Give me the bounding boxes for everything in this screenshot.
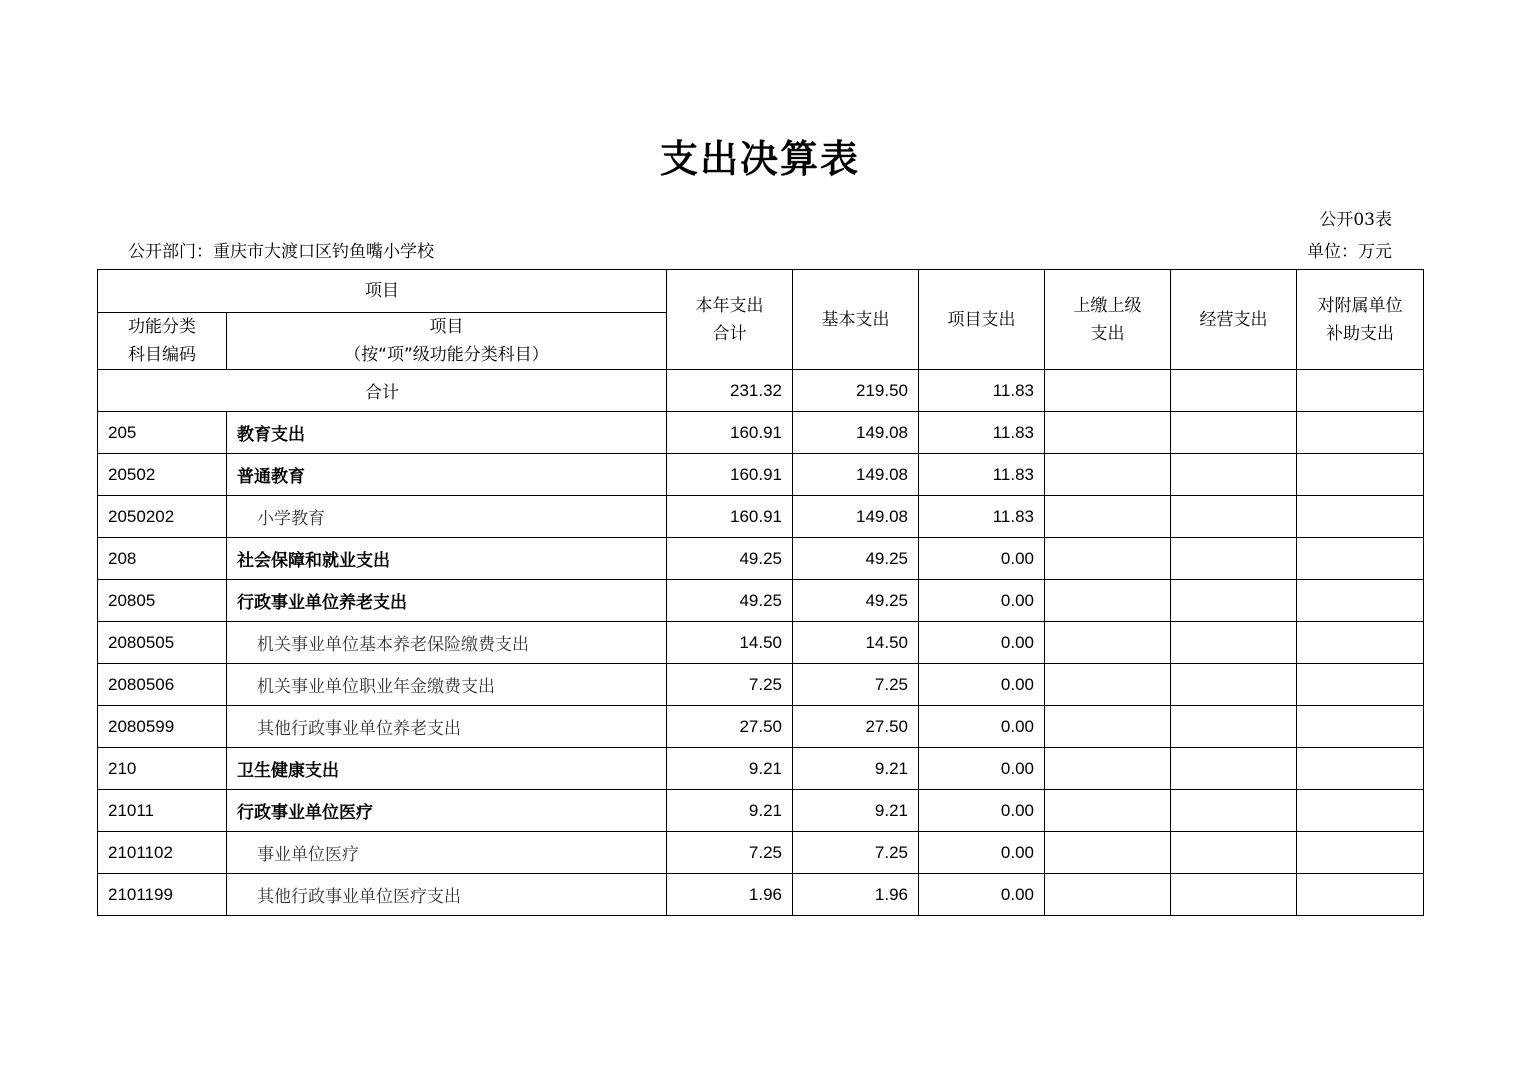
business-cell bbox=[1171, 454, 1297, 496]
project-cell: 0.00 bbox=[919, 790, 1045, 832]
code-cell: 2101102 bbox=[98, 832, 227, 874]
basic-cell: 149.08 bbox=[793, 412, 919, 454]
basic-cell: 14.50 bbox=[793, 622, 919, 664]
project-cell: 0.00 bbox=[919, 832, 1045, 874]
upper-cell bbox=[1045, 622, 1171, 664]
department-label: 公开部门：重庆市大渡口区钓鱼嘴小学校 bbox=[128, 242, 434, 262]
table-row bbox=[98, 580, 1424, 622]
table-row bbox=[98, 454, 1424, 496]
item-name-cell: 社会保障和就业支出 bbox=[227, 538, 667, 580]
item-name-cell: 行政事业单位养老支出 bbox=[227, 580, 667, 622]
business-cell bbox=[1171, 580, 1297, 622]
subsidy-cell bbox=[1297, 454, 1424, 496]
total-row bbox=[98, 370, 1424, 412]
basic-cell: 9.21 bbox=[793, 790, 919, 832]
basic-cell: 49.25 bbox=[793, 580, 919, 622]
total-cell-basic: 219.50 bbox=[793, 370, 919, 412]
item-name-cell: 教育支出 bbox=[227, 412, 667, 454]
item-name-cell: 其他行政事业单位养老支出 bbox=[227, 706, 667, 748]
header-upper-line2: 支出 bbox=[1090, 323, 1125, 344]
basic-cell: 149.08 bbox=[793, 454, 919, 496]
total-cell: 9.21 bbox=[667, 790, 793, 832]
unit-label: 单位：万元 bbox=[1307, 242, 1392, 262]
header-item-line2: （按“项”级功能分类科目） bbox=[344, 345, 549, 365]
table-row bbox=[98, 832, 1424, 874]
table-row bbox=[98, 412, 1424, 454]
header-project: 项目支出 bbox=[919, 270, 1045, 370]
total-label: 合计 bbox=[98, 370, 667, 412]
item-name-cell: 其他行政事业单位医疗支出 bbox=[227, 874, 667, 916]
header-basic: 基本支出 bbox=[793, 270, 919, 370]
total-cell-subsidy bbox=[1297, 370, 1424, 412]
basic-cell: 7.25 bbox=[793, 832, 919, 874]
business-cell bbox=[1171, 790, 1297, 832]
subsidy-cell bbox=[1297, 874, 1424, 916]
upper-cell bbox=[1045, 664, 1171, 706]
subsidy-cell bbox=[1297, 832, 1424, 874]
basic-cell: 1.96 bbox=[793, 874, 919, 916]
business-cell bbox=[1171, 832, 1297, 874]
header-code-line1: 功能分类 bbox=[128, 317, 196, 337]
total-cell: 27.50 bbox=[667, 706, 793, 748]
business-cell bbox=[1171, 874, 1297, 916]
expenditure-table bbox=[97, 269, 1424, 916]
business-cell bbox=[1171, 706, 1297, 748]
item-name-cell: 行政事业单位医疗 bbox=[227, 790, 667, 832]
total-cell: 1.96 bbox=[667, 874, 793, 916]
header-subsidy bbox=[1297, 270, 1424, 370]
upper-cell bbox=[1045, 496, 1171, 538]
project-cell: 0.00 bbox=[919, 580, 1045, 622]
item-name-cell: 机关事业单位职业年金缴费支出 bbox=[227, 664, 667, 706]
upper-cell bbox=[1045, 412, 1171, 454]
page-title: 支出决算表 bbox=[659, 137, 860, 181]
code-cell: 20502 bbox=[98, 454, 227, 496]
header-subsidy-line2: 补助支出 bbox=[1326, 323, 1394, 344]
total-cell: 49.25 bbox=[667, 580, 793, 622]
total-cell: 7.25 bbox=[667, 664, 793, 706]
business-cell bbox=[1171, 622, 1297, 664]
subsidy-cell bbox=[1297, 412, 1424, 454]
code-cell: 205 bbox=[98, 412, 227, 454]
project-cell: 11.83 bbox=[919, 412, 1045, 454]
total-cell-upper bbox=[1045, 370, 1171, 412]
table-row bbox=[98, 622, 1424, 664]
header-total bbox=[667, 270, 793, 370]
basic-cell: 149.08 bbox=[793, 496, 919, 538]
total-cell: 160.91 bbox=[667, 454, 793, 496]
project-cell: 0.00 bbox=[919, 706, 1045, 748]
subsidy-cell bbox=[1297, 748, 1424, 790]
total-cell: 160.91 bbox=[667, 412, 793, 454]
total-cell-business bbox=[1171, 370, 1297, 412]
project-cell: 0.00 bbox=[919, 874, 1045, 916]
header-item-group: 项目 bbox=[98, 270, 667, 313]
project-cell: 11.83 bbox=[919, 496, 1045, 538]
subsidy-cell bbox=[1297, 706, 1424, 748]
header-total-line1: 本年支出 bbox=[695, 295, 764, 316]
table-row bbox=[98, 748, 1424, 790]
project-cell: 0.00 bbox=[919, 538, 1045, 580]
code-cell: 2101199 bbox=[98, 874, 227, 916]
total-cell: 9.21 bbox=[667, 748, 793, 790]
subsidy-cell bbox=[1297, 580, 1424, 622]
upper-cell bbox=[1045, 748, 1171, 790]
code-cell: 2080506 bbox=[98, 664, 227, 706]
table-row bbox=[98, 790, 1424, 832]
code-cell: 210 bbox=[98, 748, 227, 790]
item-name-cell: 卫生健康支出 bbox=[227, 748, 667, 790]
item-name-cell: 机关事业单位基本养老保险缴费支出 bbox=[227, 622, 667, 664]
header-code bbox=[98, 313, 227, 370]
table-row bbox=[98, 496, 1424, 538]
code-cell: 2080505 bbox=[98, 622, 227, 664]
code-cell: 2050202 bbox=[98, 496, 227, 538]
total-cell: 7.25 bbox=[667, 832, 793, 874]
project-cell: 0.00 bbox=[919, 622, 1045, 664]
header-row-1 bbox=[98, 270, 1424, 313]
total-cell-project: 11.83 bbox=[919, 370, 1045, 412]
header-upper bbox=[1045, 270, 1171, 370]
total-cell-total: 231.32 bbox=[667, 370, 793, 412]
business-cell bbox=[1171, 412, 1297, 454]
upper-cell bbox=[1045, 790, 1171, 832]
business-cell bbox=[1171, 664, 1297, 706]
header-item bbox=[227, 313, 667, 370]
header-subsidy-line1: 对附属单位 bbox=[1317, 295, 1403, 316]
table-row bbox=[98, 706, 1424, 748]
upper-cell bbox=[1045, 454, 1171, 496]
upper-cell bbox=[1045, 538, 1171, 580]
business-cell bbox=[1171, 538, 1297, 580]
basic-cell: 9.21 bbox=[793, 748, 919, 790]
header-total-line2: 合计 bbox=[712, 323, 747, 344]
upper-cell bbox=[1045, 874, 1171, 916]
code-cell: 208 bbox=[98, 538, 227, 580]
item-name-cell: 小学教育 bbox=[227, 496, 667, 538]
code-cell: 21011 bbox=[98, 790, 227, 832]
header-item-line1: 项目 bbox=[429, 317, 464, 337]
subsidy-cell bbox=[1297, 790, 1424, 832]
project-cell: 0.00 bbox=[919, 664, 1045, 706]
item-name-cell: 普通教育 bbox=[227, 454, 667, 496]
upper-cell bbox=[1045, 706, 1171, 748]
basic-cell: 27.50 bbox=[793, 706, 919, 748]
business-cell bbox=[1171, 496, 1297, 538]
basic-cell: 49.25 bbox=[793, 538, 919, 580]
code-cell: 20805 bbox=[98, 580, 227, 622]
header-upper-line1: 上缴上级 bbox=[1073, 295, 1142, 316]
subsidy-cell bbox=[1297, 622, 1424, 664]
total-cell: 160.91 bbox=[667, 496, 793, 538]
basic-cell: 7.25 bbox=[793, 664, 919, 706]
form-number: 公开03表 bbox=[1319, 210, 1392, 230]
header-business: 经营支出 bbox=[1171, 270, 1297, 370]
table-row bbox=[98, 874, 1424, 916]
total-cell: 49.25 bbox=[667, 538, 793, 580]
business-cell bbox=[1171, 748, 1297, 790]
table-row bbox=[98, 664, 1424, 706]
table-row bbox=[98, 538, 1424, 580]
code-cell: 2080599 bbox=[98, 706, 227, 748]
subsidy-cell bbox=[1297, 664, 1424, 706]
subsidy-cell bbox=[1297, 496, 1424, 538]
subsidy-cell bbox=[1297, 538, 1424, 580]
item-name-cell: 事业单位医疗 bbox=[227, 832, 667, 874]
header-code-line2: 科目编码 bbox=[128, 345, 196, 365]
total-cell: 14.50 bbox=[667, 622, 793, 664]
upper-cell bbox=[1045, 580, 1171, 622]
project-cell: 11.83 bbox=[919, 454, 1045, 496]
project-cell: 0.00 bbox=[919, 748, 1045, 790]
upper-cell bbox=[1045, 832, 1171, 874]
